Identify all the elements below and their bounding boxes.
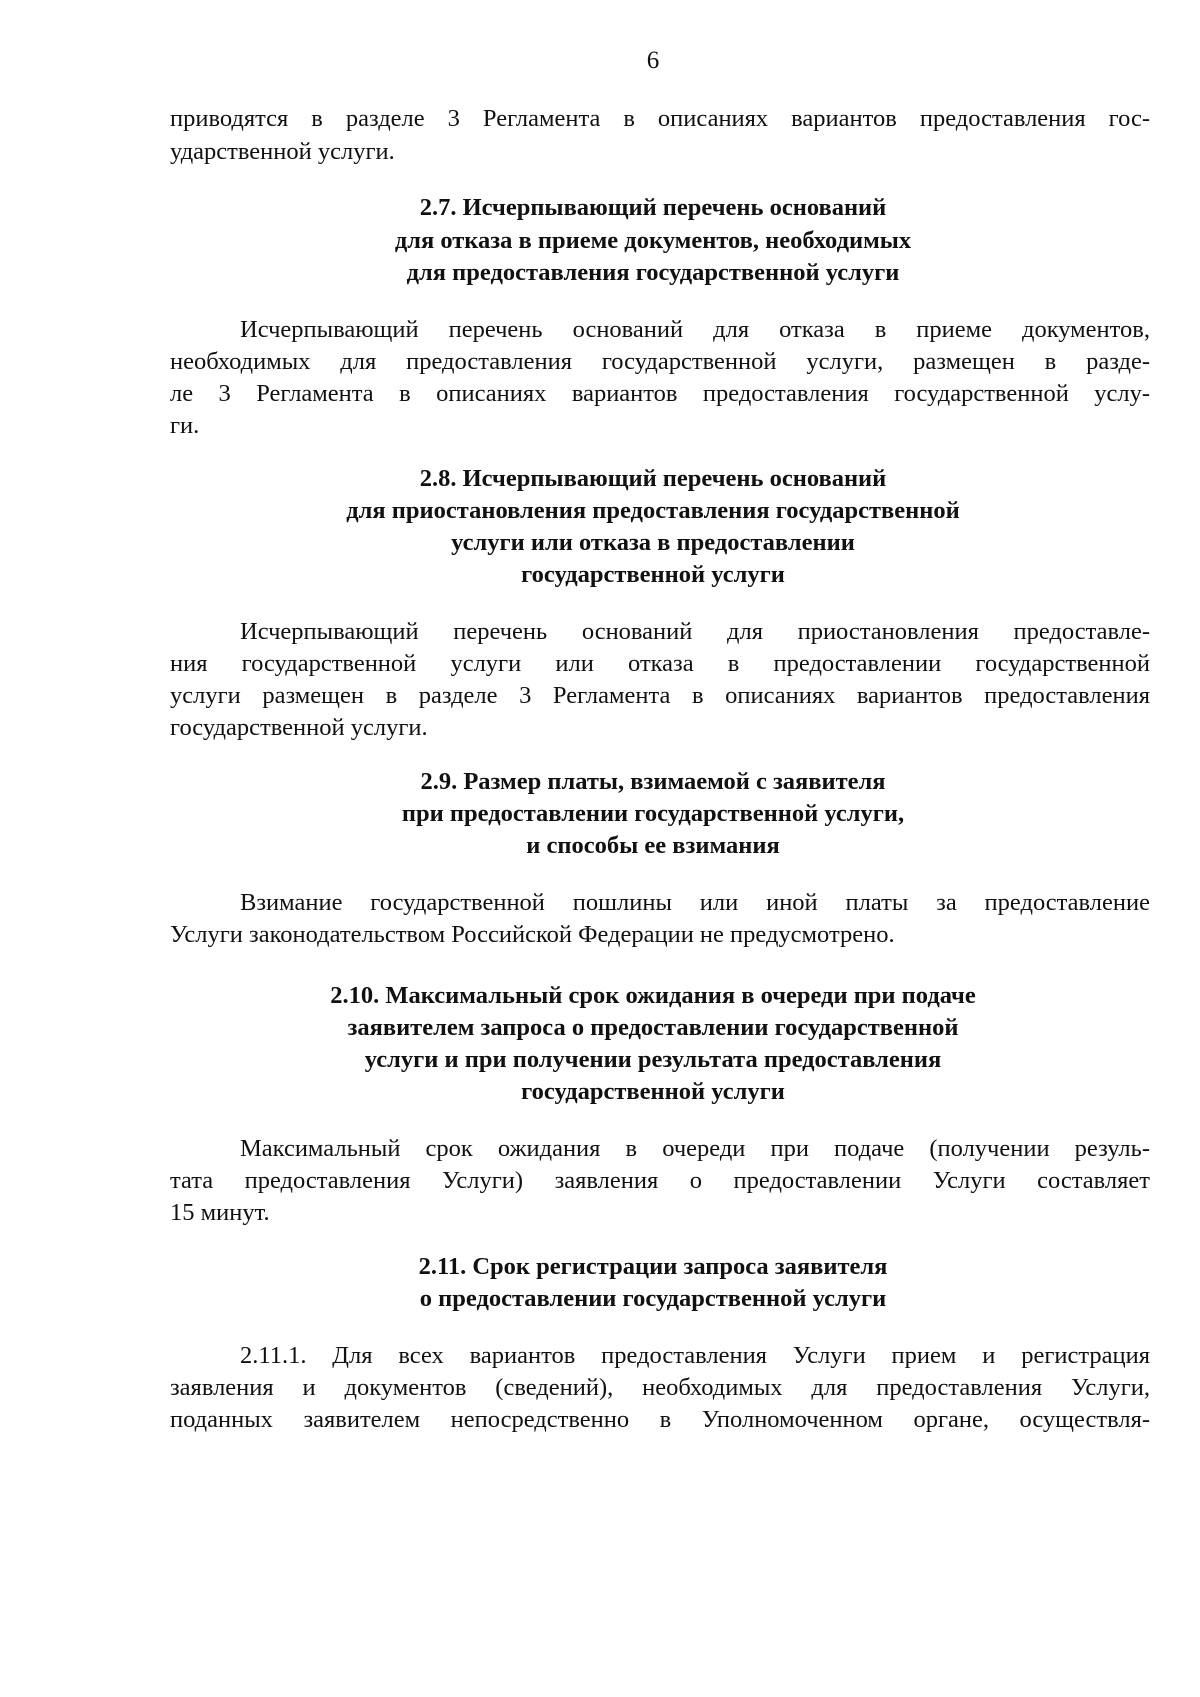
section-body-2-9: Взимание государственной пошлины или иной платы за предоставление [240, 889, 1150, 916]
section-body-2-7: Исчерпывающий перечень оснований для отказа в приеме документов, [240, 316, 1150, 343]
section-body-2-8: ния государственной услуги или отказа в предоставлении государственной [170, 650, 1150, 677]
section-body-2-7: ги. [170, 412, 200, 439]
section-body-2-10: Максимальный срок ожидания в очереди при подаче (получении резуль- [240, 1135, 1150, 1162]
intro-line: приводятся в разделе 3 Регламента в описаниях вариантов предоставления гос- [170, 105, 1150, 132]
section-body-2-9: Услуги законодательством Российской Федерации не предусмотрено. [170, 921, 895, 948]
section-heading-2-8: 2.8. Исчерпывающий перечень оснований [419, 465, 887, 492]
section-heading-2-8: для приостановления предоставления государственной [346, 497, 960, 524]
section-heading-2-7: для предоставления государственной услуги [406, 259, 900, 286]
section-body-2-11: поданных заявителем непосредственно в Уполномоченном органе, осуществля- [170, 1406, 1150, 1433]
section-body-2-8: государственной услуги. [170, 714, 428, 741]
section-body-2-8: услуги размещен в разделе 3 Регламента в описаниях вариантов предоставления [170, 682, 1150, 709]
section-body-2-8: Исчерпывающий перечень оснований для приостановления предоставле- [240, 618, 1150, 645]
section-heading-2-11: 2.11. Срок регистрации запроса заявителя [418, 1253, 888, 1280]
section-heading-2-8: услуги или отказа в предоставлении [451, 529, 855, 556]
intro-line: ударственной услуги. [170, 138, 395, 165]
section-heading-2-10: 2.10. Максимальный срок ожидания в очереди при подаче [330, 982, 976, 1009]
section-heading-2-7: 2.7. Исчерпывающий перечень оснований [419, 194, 887, 221]
section-heading-2-11: о предоставлении государственной услуги [419, 1285, 887, 1312]
section-body-2-7: необходимых для предоставления государственной услуги, размещен в разде- [170, 348, 1150, 375]
section-heading-2-9: 2.9. Размер платы, взимаемой с заявителя [420, 768, 886, 795]
section-heading-2-8: государственной услуги [521, 561, 785, 588]
section-body-2-7: ле 3 Регламента в описаниях вариантов предоставления государственной услу- [170, 380, 1150, 407]
section-heading-2-10: заявителем запроса о предоставлении государственной [347, 1014, 959, 1041]
section-body-2-11: 2.11.1. Для всех вариантов предоставления Услуги прием и регистрация [240, 1342, 1150, 1369]
section-heading-2-10: услуги и при получении результата предоставления [364, 1046, 942, 1073]
section-heading-2-9: и способы ее взимания [526, 832, 780, 859]
section-body-2-11: заявления и документов (сведений), необходимых для предоставления Услуги, [170, 1374, 1150, 1401]
section-body-2-10: тата предоставления Услуги) заявления о предоставлении Услуги составляет [170, 1167, 1150, 1194]
section-heading-2-7: для отказа в приеме документов, необходимых [394, 227, 912, 254]
section-body-2-10: 15 минут. [170, 1199, 270, 1226]
section-heading-2-10: государственной услуги [521, 1078, 785, 1105]
section-heading-2-9: при предоставлении государственной услуги, [401, 800, 905, 827]
page-number: 6 [646, 47, 660, 74]
